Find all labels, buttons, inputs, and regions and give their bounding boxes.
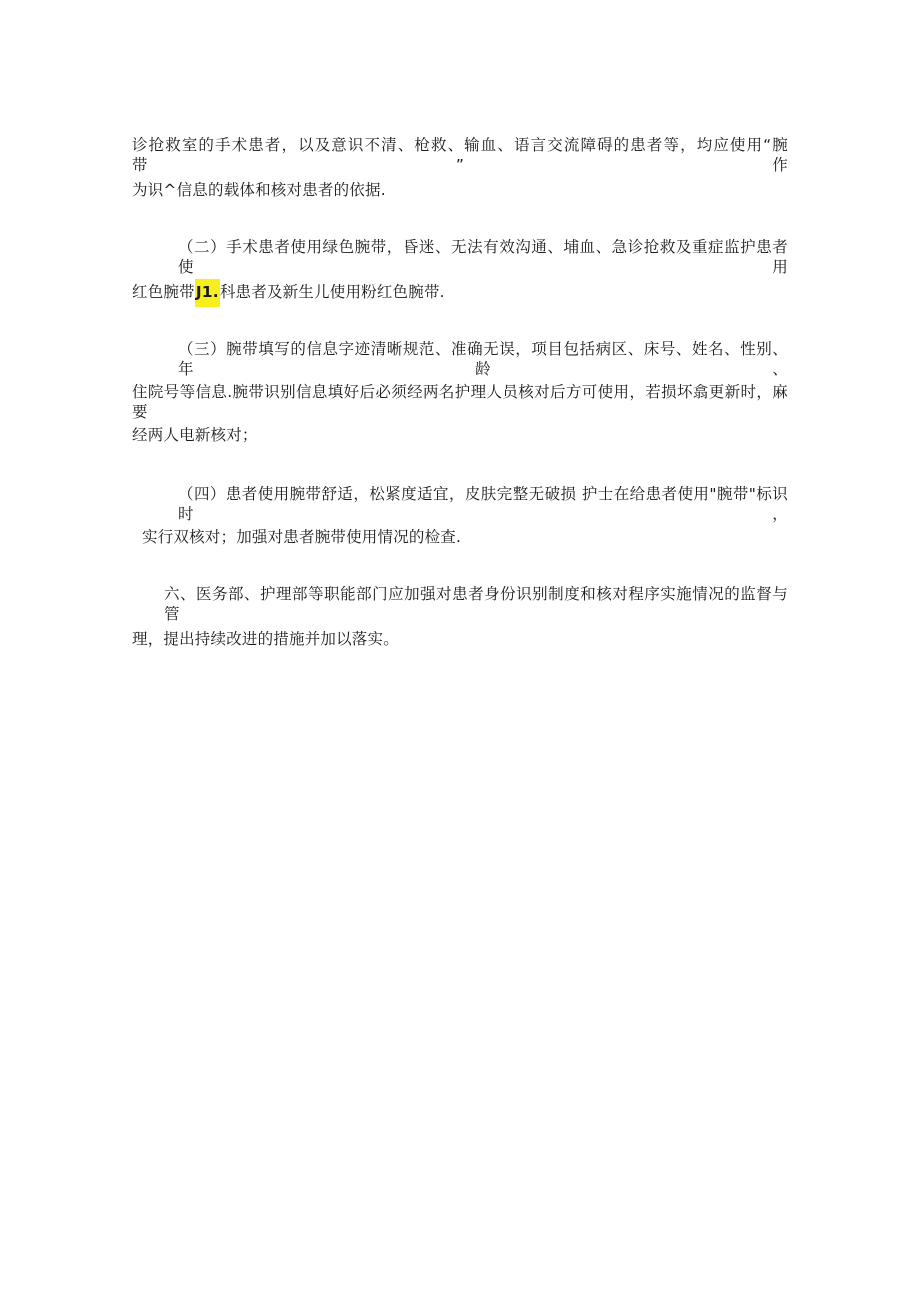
paragraph-3-line-1: （三）腕带填写的信息字迹清晰规范、准确无误，项目包括病区、床号、姓名、性别、年龄、	[178, 340, 788, 378]
highlighted-text-marker: J1.	[195, 279, 220, 307]
paragraph-4-line-2: 实行双核对；加强对患者腕带使用情况的检查.	[142, 528, 462, 546]
section-6-line-2: 理，提出持续改进的措施并加以落实。	[132, 630, 399, 648]
paragraph-3-line-2: 住院号等信息.腕带识别信息填好后必须经两名护理人员核对后方可使用，若损坏翕更新时，麻要	[132, 383, 788, 421]
paragraph-1-line-1: 诊抢救室的手术患者，以及意识不清、枪救、输血、语言交流障碍的患者等，均应使用“腕带”作	[132, 136, 788, 174]
paragraph-2-line-2	[132, 282, 445, 302]
paragraph-2-line-1: （二）手术患者使用绿色腕带，昏迷、无法有效沟通、埔血、急诊抢救及重症监护患者使用	[178, 238, 788, 276]
paragraph-4-line-1: （四）患者使用腕带舒适，松紧度适宜，皮肤完整无破损 护士在给患者使用"腕带"标识时，	[178, 485, 788, 523]
paragraph-1-line-2: 为识^信息的载体和核对患者的依据.	[132, 181, 386, 199]
paragraph-2-line-2-start: 红色腕带	[132, 283, 195, 301]
paragraph-3-line-3: 经两人电新核对；	[132, 426, 258, 444]
section-6-line-1: 六、医务部、护理部等职能部门应加强对患者身份识别制度和核对程序实施情况的监督与管	[164, 585, 788, 623]
paragraph-2-line-2-end: 科患者及新生儿使用粉红色腕带.	[219, 283, 445, 301]
